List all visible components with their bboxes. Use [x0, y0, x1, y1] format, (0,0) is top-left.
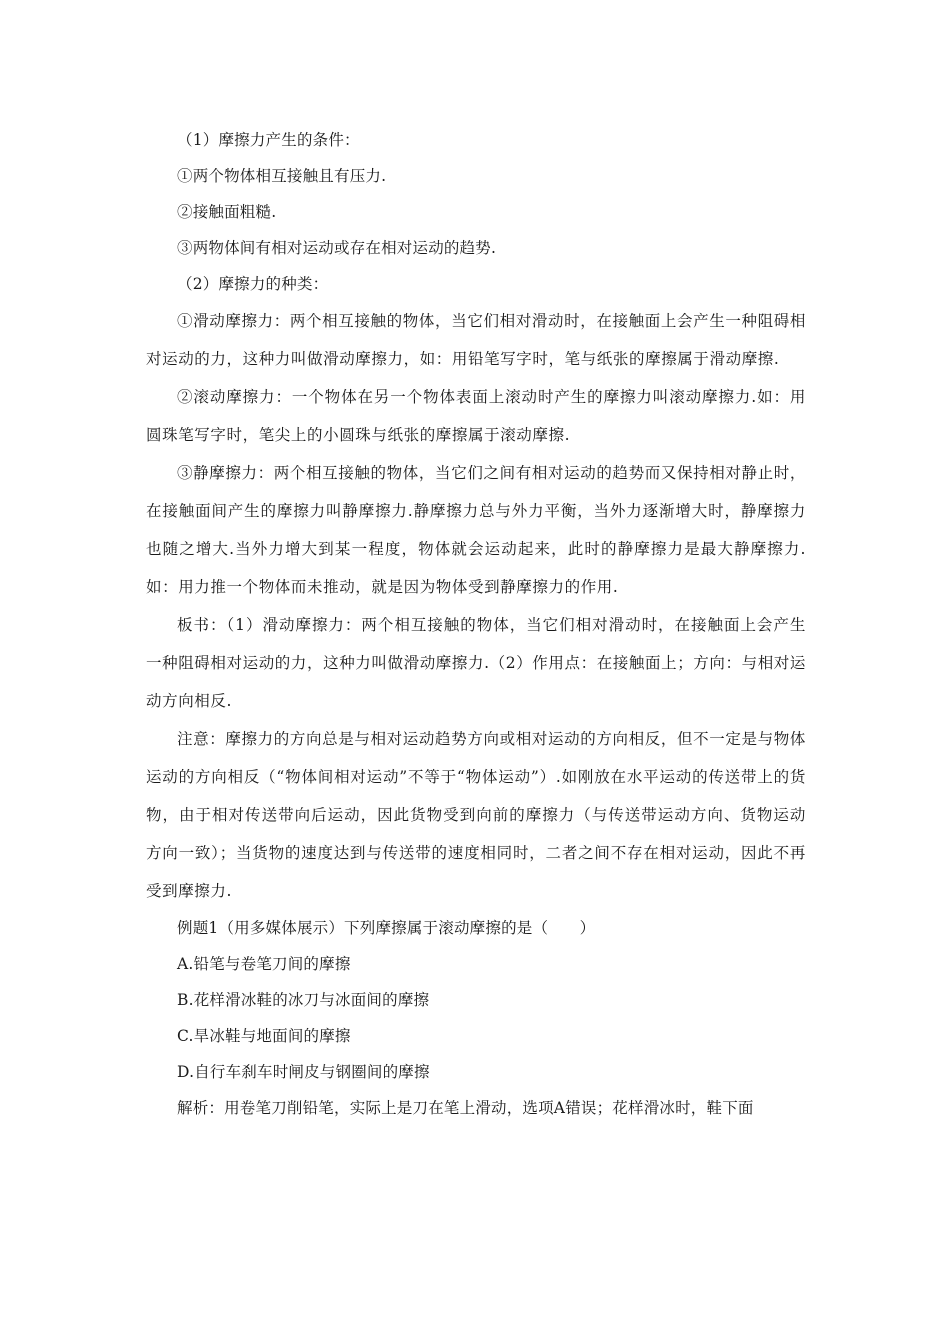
example-option-d: D.自行车刹车时闸皮与钢圈间的摩擦 — [177, 1063, 430, 1081]
friction-types-heading: （2）摩擦力的种类： — [177, 275, 329, 293]
sliding-friction-paragraph: ①滑动摩擦力：两个相互接触的物体，当它们相对滑动时，在接触面上会产生一种阻碍相对运动的力，这种力叫做滑动摩擦力，如：用铅笔写字时，笔与纸张的摩擦属于滑动摩擦. — [146, 312, 806, 368]
attention-note-paragraph: 注意：摩擦力的方向总是与相对运动趋势方向或相对运动的方向相反，但不一定是与物体运动的方向相反（“物体间相对运动”不等于“物体运动”）.如刚放在水平运动的传送带上的货物，由于相对传送带向后运动，因此货物受到向前的摩擦力（与传送带运动方向、货物运动方向一致）；当货物的速度达到与传送带的速度相同时，二者之间不存在相对运动，因此不再受到摩擦力. — [146, 730, 806, 900]
example-option-c: C.旱冰鞋与地面间的摩擦 — [177, 1027, 351, 1045]
static-friction-paragraph: ③静摩擦力：两个相互接触的物体，当它们之间有相对运动的趋势而又保持相对静止时，在接触面间产生的摩擦力叫静摩擦力.静摩擦力总与外力平衡，当外力逐渐增大时，静摩擦力也随之增大.当外力增大到某一程度，物体就会运动起来，此时的静摩擦力是最大静摩擦力.如：用力推一个物体而未推动，就是因为物体受到静摩擦力的作用. — [146, 464, 806, 596]
friction-conditions-heading: （1）摩擦力产生的条件： — [177, 131, 360, 149]
condition-1: ①两个物体相互接触且有压力. — [177, 167, 387, 185]
condition-3: ③两物体间有相对运动或存在相对运动的趋势. — [177, 239, 497, 257]
condition-2: ②接触面粗糙. — [177, 203, 277, 221]
blackboard-notes-paragraph: 板书：（1）滑动摩擦力：两个相互接触的物体，当它们相对滑动时，在接触面上会产生一种阻碍相对运动的力，这种力叫做滑动摩擦力.（2）作用点：在接触面上；方向：与相对运动方向相反. — [146, 616, 806, 710]
example-question: 例题1（用多媒体展示）下列摩擦属于滚动摩擦的是（ ） — [177, 919, 596, 937]
example-option-b: B.花样滑冰鞋的冰刀与冰面间的摩擦 — [177, 991, 430, 1009]
document-body — [146, 122, 806, 1126]
rolling-friction-paragraph: ②滚动摩擦力：一个物体在另一个物体表面上滚动时产生的摩擦力叫滚动摩擦力.如：用圆珠笔写字时，笔尖上的小圆珠与纸张的摩擦属于滚动摩擦. — [146, 388, 806, 444]
example-option-a: A.铅笔与卷笔刀间的摩擦 — [177, 955, 351, 973]
example-analysis: 解析：用卷笔刀削铅笔，实际上是刀在笔上滑动，选项A错误；花样滑冰时，鞋下面 — [177, 1099, 754, 1117]
